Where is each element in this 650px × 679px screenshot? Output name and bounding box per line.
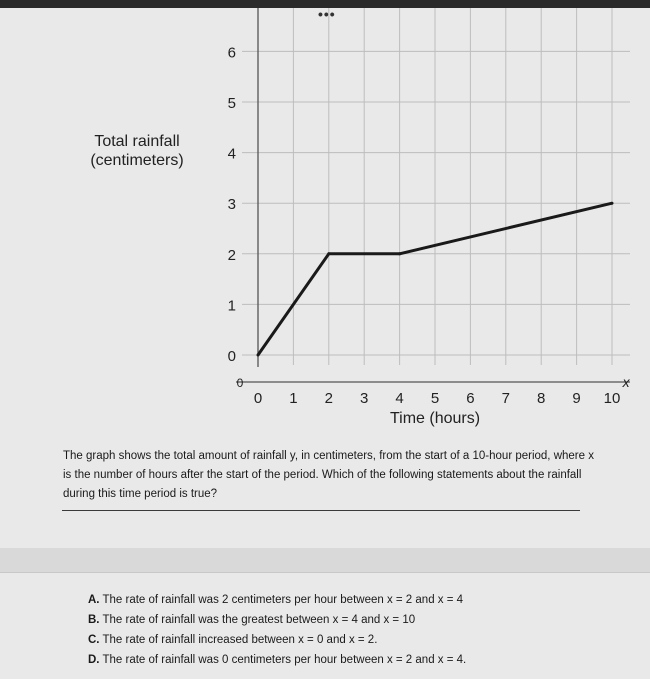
y-tick-label-2: 2 xyxy=(227,246,236,264)
data-point-0-3 xyxy=(611,202,614,205)
more-options-icon[interactable]: ••• xyxy=(318,6,336,22)
y-tick-label-6: 6 xyxy=(227,44,236,62)
choice-a-text: The rate of rainfall was 2 centimeters per hour between x = 2 and x = 4 xyxy=(102,594,464,606)
question-divider xyxy=(62,510,580,511)
y-axis-label-line-1: Total rainfall xyxy=(94,133,180,150)
x-tick-label-3: 3 xyxy=(360,390,369,407)
x-tick-label-0: 0 xyxy=(253,390,263,407)
y-tick-label-1: 1 xyxy=(227,297,236,315)
x-tick-label-1: 1 xyxy=(289,390,298,407)
choice-d-text: The rate of rainfall was 0 centimeters per hour between x = 2 and x = 4. xyxy=(102,654,467,666)
x-variable-label: x xyxy=(622,374,630,390)
rainfall-chart xyxy=(0,8,650,428)
choice-b[interactable] xyxy=(88,610,628,630)
x-tick-label-5: 5 xyxy=(430,390,440,407)
choice-a-letter: A. xyxy=(88,594,100,606)
x-tick-label-8: 8 xyxy=(537,390,546,407)
answer-choices xyxy=(88,590,628,670)
data-point-0-1 xyxy=(327,252,330,255)
x-tick-label-6: 6 xyxy=(466,390,475,407)
x-tick-label-10: 10 xyxy=(603,390,621,407)
y-tick-label-5: 5 xyxy=(227,95,236,112)
choice-d-letter: D. xyxy=(88,654,100,666)
choice-c-letter: C. xyxy=(88,634,100,646)
x-tick-label-4: 4 xyxy=(395,390,404,407)
separator-band xyxy=(0,548,650,572)
choice-c[interactable] xyxy=(88,630,628,650)
data-point-0-0 xyxy=(257,354,260,357)
separator-line xyxy=(0,572,650,573)
choice-a[interactable] xyxy=(88,590,628,610)
y-tick-label-4: 4 xyxy=(227,145,236,163)
choice-b-text: The rate of rainfall was the greatest between x = 4 and x = 10 xyxy=(102,614,416,626)
x-tick-label-2: 2 xyxy=(324,390,333,407)
choice-b-letter: B. xyxy=(88,614,100,626)
data-point-0-2 xyxy=(398,252,401,255)
y-axis-label-line-2: (centimeters) xyxy=(90,152,184,169)
origin-label: 0 xyxy=(236,376,244,390)
x-tick-label-7: 7 xyxy=(501,390,510,407)
x-tick-label-9: 9 xyxy=(572,390,581,407)
question-text: The graph shows the total amount of rainfall y, in centimeters, from the start of a 10-hour period, where x is the number of hours after the start of the period. Which of the following statements about the rainfall during this time period is true? xyxy=(63,450,594,500)
choice-d[interactable] xyxy=(88,650,628,670)
chart-container xyxy=(0,8,650,428)
choice-c-text: The rate of rainfall increased between x = 0 and x = 2. xyxy=(102,634,378,646)
y-tick-label-3: 3 xyxy=(227,196,236,214)
x-axis-title: Time (hours) xyxy=(389,410,481,427)
y-tick-label-0: 0 xyxy=(227,348,236,365)
